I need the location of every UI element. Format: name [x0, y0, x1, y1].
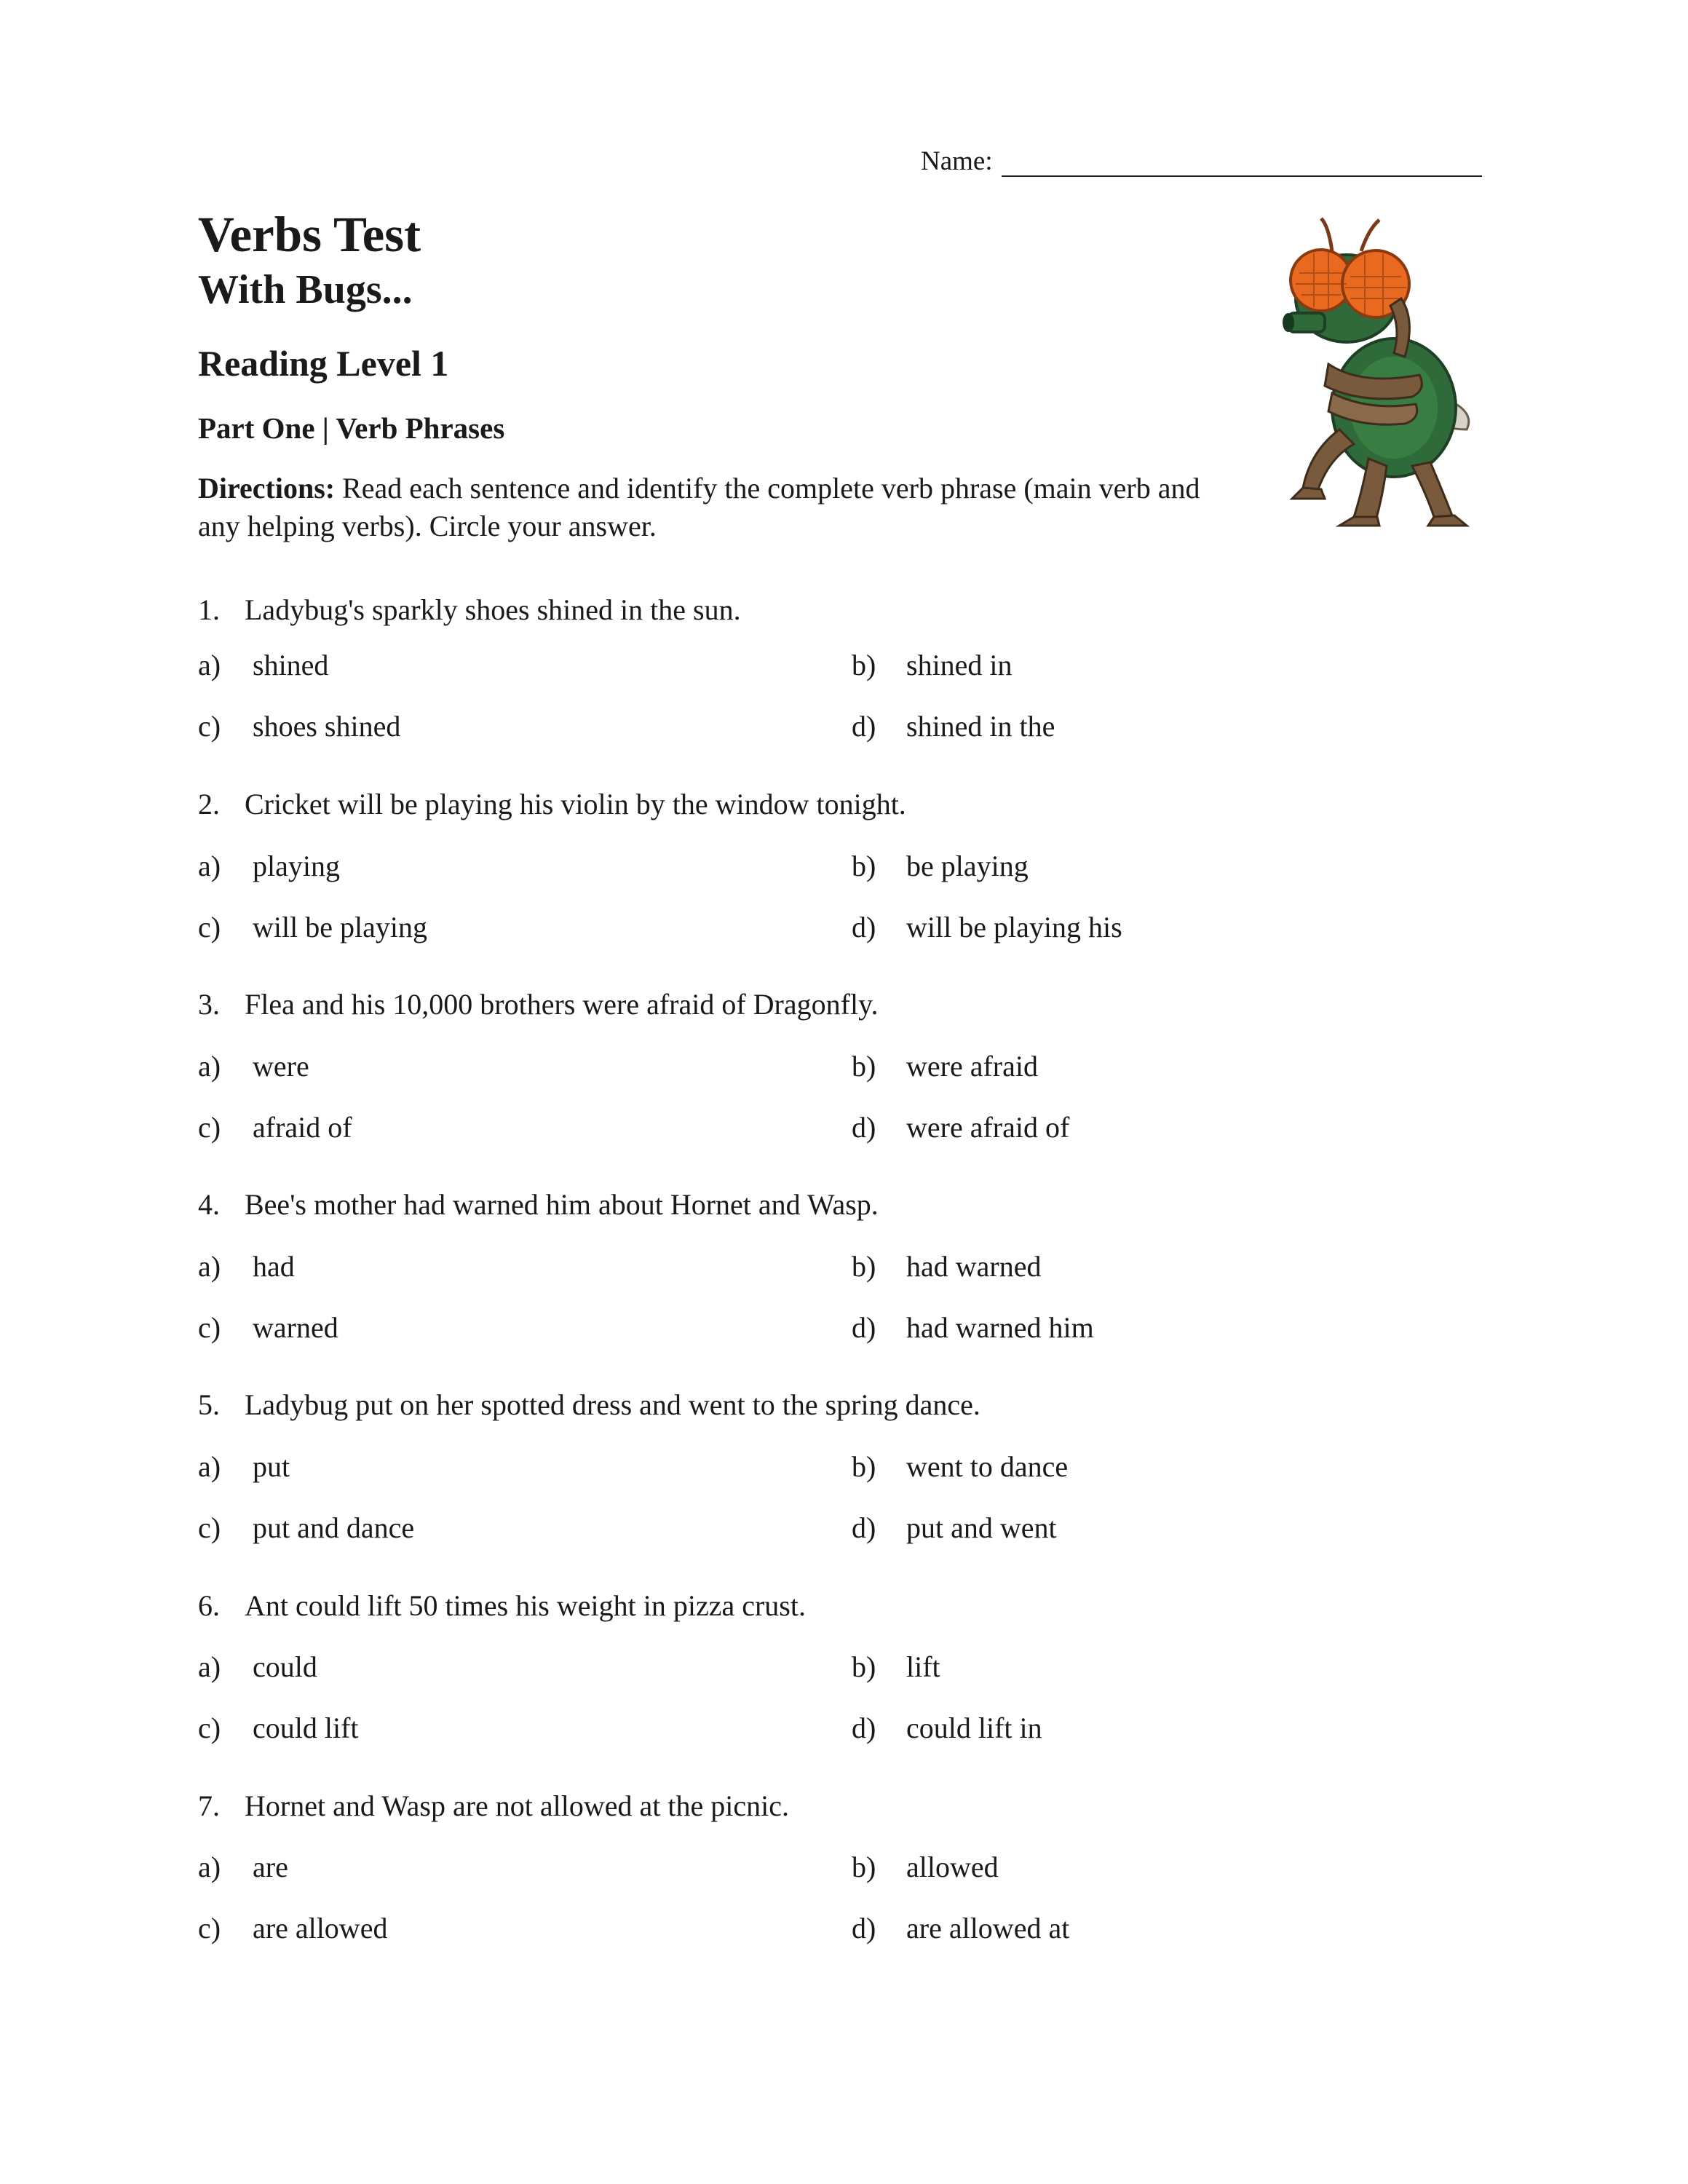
option-4d[interactable]: [852, 1313, 1094, 1342]
option-text: were afraid: [906, 1050, 1038, 1083]
option-text: playing: [253, 850, 340, 882]
option-1c[interactable]: [198, 712, 400, 741]
option-4b[interactable]: [852, 1252, 1041, 1281]
option-letter: b): [852, 649, 876, 681]
option-1a[interactable]: [198, 651, 328, 680]
option-7c[interactable]: [198, 1914, 387, 1943]
question-3: [198, 990, 878, 1019]
question-number: 3.: [198, 988, 220, 1021]
option-3b[interactable]: [852, 1052, 1038, 1081]
option-text: were afraid of: [906, 1111, 1070, 1144]
question-number: 7.: [198, 1789, 220, 1822]
option-2d[interactable]: [852, 913, 1122, 942]
option-text: shined in: [906, 649, 1013, 681]
part-heading: Part One | Verb Phrases: [198, 411, 505, 445]
option-7d[interactable]: [852, 1914, 1069, 1943]
option-7a[interactable]: [198, 1853, 288, 1882]
option-text: had warned: [906, 1250, 1042, 1283]
question-text: Ladybug's sparkly shoes shined in the sun.: [245, 593, 741, 626]
question-number: 6.: [198, 1589, 220, 1622]
option-6d[interactable]: [852, 1714, 1042, 1743]
option-letter: b): [852, 1250, 876, 1283]
option-2c[interactable]: [198, 913, 427, 942]
option-letter: b): [852, 1050, 876, 1083]
option-letter: a): [198, 1851, 221, 1883]
option-5b[interactable]: [852, 1452, 1068, 1481]
option-6b[interactable]: [852, 1650, 940, 1683]
option-text: went to dance: [906, 1450, 1069, 1483]
option-text: shoes shined: [253, 710, 401, 743]
option-letter: a): [198, 1650, 221, 1683]
option-letter: c): [198, 710, 221, 743]
option-text: put: [253, 1450, 290, 1483]
reading-level-heading: Reading Level 1: [198, 343, 449, 384]
option-3c[interactable]: [198, 1113, 352, 1142]
option-text: shined in the: [906, 710, 1055, 743]
option-text: had: [253, 1250, 295, 1283]
page-subtitle: With Bugs...: [198, 267, 413, 312]
option-letter: b): [852, 1650, 876, 1683]
option-text: put and dance: [253, 1511, 415, 1544]
option-text: will be playing: [253, 911, 427, 943]
option-letter: c): [198, 1712, 221, 1744]
option-letter: c): [198, 1912, 221, 1944]
option-text: had warned him: [906, 1311, 1094, 1344]
option-letter: a): [198, 1450, 221, 1483]
option-text: could lift in: [906, 1712, 1042, 1744]
question-number: 1.: [198, 593, 220, 626]
name-blank-line[interactable]: [1002, 151, 1482, 177]
option-6c[interactable]: [198, 1714, 359, 1743]
question-number: 5.: [198, 1388, 220, 1421]
option-letter: b): [852, 850, 876, 882]
option-text: are allowed at: [906, 1912, 1070, 1944]
page-title: Verbs Test: [198, 207, 421, 262]
directions-text: Read each sentence and identify the complete verb phrase (main verb and any helping verbs). Circle your answer.: [198, 472, 1200, 542]
option-5d[interactable]: [852, 1511, 1057, 1544]
option-3d[interactable]: [852, 1113, 1069, 1142]
option-1b[interactable]: [852, 651, 1013, 680]
question-text: Hornet and Wasp are not allowed at the picnic.: [245, 1789, 790, 1822]
question-text: Ant could lift 50 times his weight in pizza crust.: [245, 1589, 806, 1622]
option-letter: c): [198, 1511, 221, 1544]
question-6: [198, 1591, 806, 1621]
question-text: Cricket will be playing his violin by the window tonight.: [245, 788, 906, 820]
question-1: [198, 593, 741, 626]
option-letter: a): [198, 649, 221, 681]
directions-label: Directions:: [198, 472, 336, 505]
option-text: were: [253, 1050, 309, 1083]
option-letter: a): [198, 1250, 221, 1283]
option-text: warned: [253, 1311, 338, 1344]
question-7: [198, 1789, 790, 1822]
option-letter: d): [852, 1111, 876, 1144]
option-letter: b): [852, 1851, 876, 1883]
name-label: Name:: [921, 146, 993, 176]
question-text: Bee's mother had warned him about Hornet and Wasp.: [245, 1188, 879, 1221]
option-letter: d): [852, 1912, 876, 1944]
question-2: [198, 790, 906, 819]
option-text: will be playing his: [906, 911, 1122, 943]
option-letter: d): [852, 710, 876, 743]
option-text: allowed: [906, 1851, 999, 1883]
option-letter: d): [852, 1511, 876, 1544]
option-letter: c): [198, 911, 221, 943]
question-text: Flea and his 10,000 brothers were afraid of Dragonfly.: [245, 988, 879, 1021]
option-text: be playing: [906, 850, 1029, 882]
option-letter: b): [852, 1450, 876, 1483]
directions: [198, 470, 1217, 545]
option-7b[interactable]: [852, 1853, 999, 1882]
option-text: are allowed: [253, 1912, 388, 1944]
question-4: [198, 1190, 879, 1219]
option-letter: c): [198, 1111, 221, 1144]
option-letter: c): [198, 1311, 221, 1344]
option-text: could: [253, 1650, 317, 1683]
option-6a[interactable]: [198, 1650, 317, 1683]
option-text: shined: [253, 649, 329, 681]
option-letter: d): [852, 1311, 876, 1344]
option-letter: d): [852, 1712, 876, 1744]
option-2b[interactable]: [852, 852, 1029, 881]
option-letter: a): [198, 1050, 221, 1083]
option-letter: d): [852, 911, 876, 943]
option-text: lift: [906, 1650, 940, 1683]
option-5c[interactable]: [198, 1511, 415, 1544]
name-field[interactable]: [921, 146, 1482, 177]
question-number: 2.: [198, 788, 220, 820]
option-text: are: [253, 1851, 288, 1883]
option-5a[interactable]: [198, 1452, 290, 1481]
option-2a[interactable]: [198, 852, 340, 881]
option-text: could lift: [253, 1712, 359, 1744]
option-4a[interactable]: [198, 1252, 295, 1281]
option-letter: a): [198, 850, 221, 882]
question-text: Ladybug put on her spotted dress and went to the spring dance.: [245, 1388, 980, 1421]
option-text: put and went: [906, 1511, 1057, 1544]
option-4c[interactable]: [198, 1313, 338, 1342]
question-5: [198, 1390, 980, 1420]
option-text: afraid of: [253, 1111, 352, 1144]
option-1d[interactable]: [852, 712, 1055, 741]
fly-cartoon-icon: [1259, 211, 1478, 531]
question-number: 4.: [198, 1188, 220, 1221]
option-3a[interactable]: [198, 1052, 309, 1081]
